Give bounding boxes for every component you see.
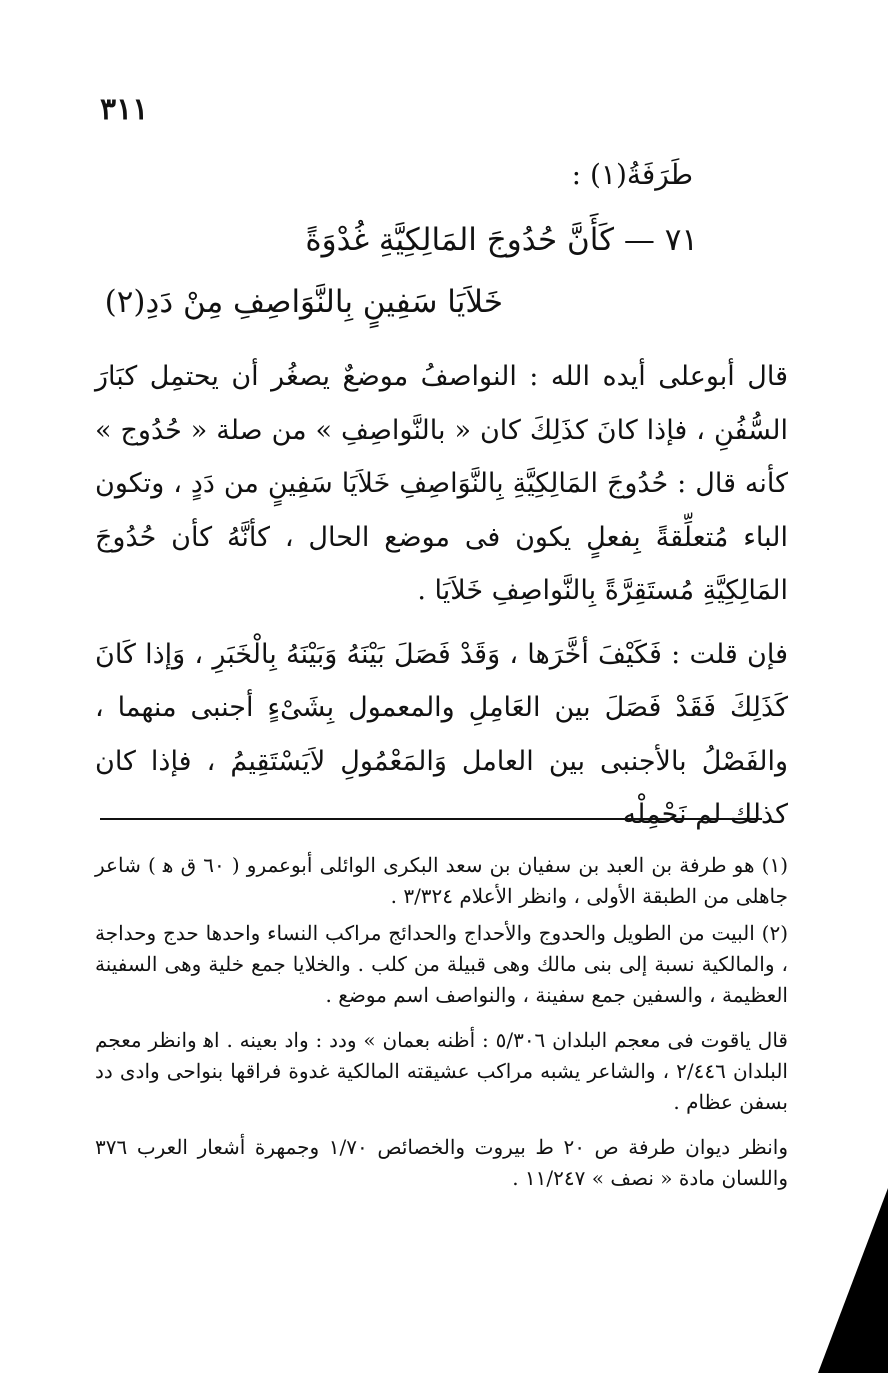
commentary-paragraph-1: قال أبوعلى أيده الله : النواصفُ موضعٌ يصغُر أن يحتمِل كبَارَ السُّفُنِ ، فإذا كانَ كذَلِكَ كان « بالنَّواصِفِ » من صلة « حُدُوج » كأنه قال : حُدُوجَ المَالِكِيَّةِ بِالنَّوَاصِفِ خَلاَيَا سَفِينٍ من دَدٍ ، وتكون الباء مُتعلِّقةً بِفعلٍ يكون فى موضع الحال ، كأنَّهُ كأن حُدُوجَ المَالِكِيَّةِ مُستَقِرَّةً بِالنَّواصِفِ خَلاَيَا . [95, 361, 788, 606]
footnote-divider [100, 818, 762, 820]
scan-corner-shadow [818, 1188, 888, 1373]
footnote-1: (١) هو طرفة بن العبد بن سفيان بن سعد البكرى الوائلى أبوعمرو ( ٦٠ ق ﻫ ) شاعر جاهلى من الطبقة الأولى ، وانظر الأعلام ٣/٣٢٤ . [95, 853, 788, 908]
footnote-2-references: وانظر ديوان طرفة ص ٢٠ ط بيروت والخصائص ١/٧٠ وجمهرة أشعار العرب ٣٧٦ واللسان مادة « نصف » ١١/٢٤٧ . [95, 1135, 788, 1190]
footnote-2-continuation: قال ياقوت فى معجم البلدان ٥/٣٠٦ : أظنه بعمان » ودد : واد بعينه . اﻫ وانظر معجم البلدان ٢/٤٤٦ ، والشاعر يشبه مراكب عشيقته المالكية غدوة فراقها بنواحى وادى دد بسفن عظام . [95, 1028, 788, 1114]
commentary-paragraph-2: فإن قلت : فَكَيْفَ أخَّرَها ، وَقَدْ فَصَلَ بَيْنَهُ وَبَيْنَهُ بِالْخَبَرِ ، وَإذا كَانَ كَذَلِكَ فَقَدْ فَصَلَ بين العَامِلِ والمعمول بِشَىْءٍ أجنبى منهما ، والفَصْلُ بالأجنبى بين العامل وَالمَعْمُولِ لاَيَسْتَقِيمُ ، فإذا كان كذلك لم نَحْمِلْه [95, 638, 788, 830]
page-number: ٣١١ [100, 92, 149, 127]
footnote-2: (٢) البيت من الطويل والحدوج والأحداج والحدائج مراكب النساء واحدها حدج وحداجة ، والمالكية نسبة إلى بنى مالك وهى قبيلة من كلب . والخلايا جمع خلية وهى السفينة العظيمة ، والسفين جمع سفينة ، والنواصف اسم موضع . [95, 921, 788, 1007]
poet-heading: طَرَفَةُ(١) : [571, 158, 693, 191]
verse-line-1: ٧١ — كَأَنَّ حُدُوجَ المَالِكِيَّةِ غُدْوَةً [305, 222, 698, 258]
commentary-block [95, 350, 788, 842]
verse-line-2: خَلاَيَا سَفِينٍ بِالنَّوَاصِفِ مِنْ دَدِ(٢) [104, 284, 503, 320]
footnotes-block [95, 850, 788, 1200]
